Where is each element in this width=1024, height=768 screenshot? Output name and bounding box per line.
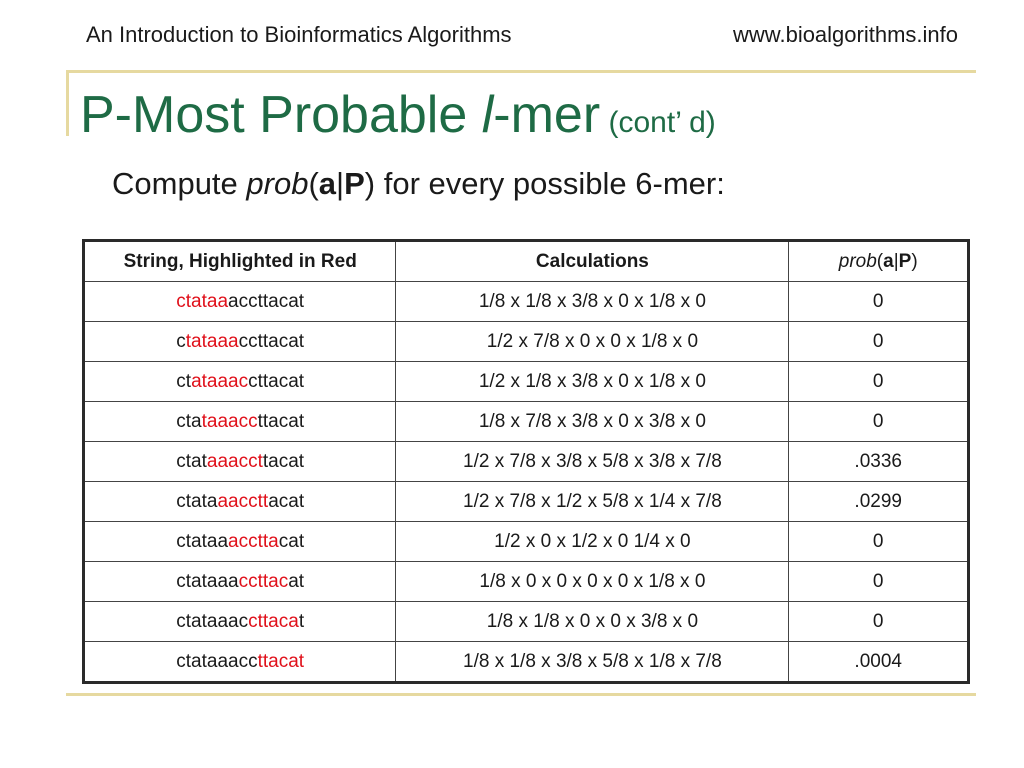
string-post: tacat xyxy=(262,450,305,472)
subtitle-bar: | xyxy=(336,166,345,201)
string-pre: c xyxy=(176,330,186,352)
string-post: ttacat xyxy=(257,410,305,432)
string-highlight: ataaac xyxy=(191,370,249,392)
calc-cell: 1/2 x 7/8 x 3/8 x 5/8 x 3/8 x 7/8 xyxy=(396,442,789,482)
string-post: accttacat xyxy=(228,290,305,312)
calc-cell: 1/2 x 7/8 x 0 x 0 x 1/8 x 0 xyxy=(396,322,789,362)
string-highlight: taaacc xyxy=(201,410,258,432)
prob-cell: 0 xyxy=(789,602,969,642)
calc-cell: 1/2 x 0 x 1/2 x 0 1/4 x 0 xyxy=(396,522,789,562)
header-prob-bar: | xyxy=(893,250,899,272)
website-url: www.bioalgorithms.info xyxy=(733,22,958,47)
prob-cell: .0004 xyxy=(789,642,969,683)
calc-cell: 1/8 x 0 x 0 x 0 x 0 x 1/8 x 0 xyxy=(396,562,789,602)
string-post: cat xyxy=(278,530,305,552)
string-pre: ctata xyxy=(176,490,218,512)
header-prob-a: a xyxy=(883,250,894,272)
prob-cell: 0 xyxy=(789,402,969,442)
header-calculations: Calculations xyxy=(396,241,789,282)
prob-cell: 0 xyxy=(789,282,969,322)
table-row xyxy=(84,482,969,522)
string-pre: cta xyxy=(176,410,202,432)
table-row xyxy=(84,322,969,362)
string-post: cttacat xyxy=(248,370,305,392)
header-prob-P: P xyxy=(898,250,912,272)
header-prob-open: ( xyxy=(876,250,884,272)
table-row xyxy=(84,282,969,322)
calc-cell: 1/8 x 7/8 x 3/8 x 0 x 3/8 x 0 xyxy=(396,402,789,442)
string-cell xyxy=(84,602,396,642)
subtitle-prob: prob xyxy=(246,166,309,201)
string-pre: ctat xyxy=(176,450,207,472)
table-row xyxy=(84,602,969,642)
subtitle-a: a xyxy=(318,166,337,201)
title-main: P-Most Probable xyxy=(80,86,482,144)
string-highlight: acctta xyxy=(228,530,279,552)
string-highlight: aacctt xyxy=(217,490,269,512)
string-cell xyxy=(84,482,396,522)
subtitle-prefix: Compute xyxy=(112,166,247,201)
string-post: t xyxy=(298,610,305,632)
string-highlight: ccttac xyxy=(238,570,289,592)
string-highlight: aaacct xyxy=(206,450,263,472)
table-header-row xyxy=(84,241,969,282)
table-row xyxy=(84,522,969,562)
string-highlight: tataaa xyxy=(185,330,239,352)
header-prob xyxy=(789,241,969,282)
string-post: acat xyxy=(268,490,305,512)
subtitle xyxy=(112,166,725,202)
string-pre: ctataa xyxy=(176,530,229,552)
string-pre: ctataaa xyxy=(176,570,239,592)
page-title xyxy=(80,84,716,154)
string-pre: ctataaacc xyxy=(176,650,258,672)
string-post: at xyxy=(288,570,305,592)
string-cell xyxy=(84,362,396,402)
subtitle-open: ( xyxy=(308,166,319,201)
calc-cell: 1/8 x 1/8 x 3/8 x 5/8 x 1/8 x 7/8 xyxy=(396,642,789,683)
string-cell xyxy=(84,282,396,322)
prob-cell: .0336 xyxy=(789,442,969,482)
top-divider xyxy=(66,70,976,73)
table-row xyxy=(84,402,969,442)
string-highlight: ttacat xyxy=(257,650,305,672)
prob-cell: 0 xyxy=(789,562,969,602)
string-post: ccttacat xyxy=(238,330,305,352)
title-mer: -mer xyxy=(493,86,601,144)
string-cell xyxy=(84,642,396,683)
string-pre: ct xyxy=(176,370,192,392)
calc-cell: 1/8 x 1/8 x 0 x 0 x 3/8 x 0 xyxy=(396,602,789,642)
string-cell xyxy=(84,442,396,482)
title-l: l xyxy=(481,86,494,144)
string-cell xyxy=(84,402,396,442)
subtitle-P: P xyxy=(344,166,365,201)
calc-cell: 1/8 x 1/8 x 3/8 x 0 x 1/8 x 0 xyxy=(396,282,789,322)
string-pre: ctataaac xyxy=(176,610,249,632)
calc-cell: 1/2 x 7/8 x 1/2 x 5/8 x 1/4 x 7/8 xyxy=(396,482,789,522)
header-prob-italic: prob xyxy=(838,250,877,272)
header-string: String, Highlighted in Red xyxy=(84,241,396,282)
table-row xyxy=(84,442,969,482)
probability-table xyxy=(82,239,970,684)
header-prob-close: ) xyxy=(911,250,918,272)
bottom-divider xyxy=(66,693,976,696)
calc-cell: 1/2 x 1/8 x 3/8 x 0 x 1/8 x 0 xyxy=(396,362,789,402)
table-row xyxy=(84,562,969,602)
prob-cell: 0 xyxy=(789,522,969,562)
course-title: An Introduction to Bioinformatics Algorithms xyxy=(86,22,512,47)
left-accent-bar xyxy=(66,70,69,136)
table-row xyxy=(84,642,969,683)
prob-cell: 0 xyxy=(789,322,969,362)
prob-cell: .0299 xyxy=(789,482,969,522)
subtitle-suffix: ) for every possible 6-mer: xyxy=(364,166,725,201)
string-cell xyxy=(84,322,396,362)
string-cell xyxy=(84,522,396,562)
title-cont: (cont’ d) xyxy=(600,106,716,139)
prob-cell: 0 xyxy=(789,362,969,402)
string-cell xyxy=(84,562,396,602)
table-row xyxy=(84,362,969,402)
string-highlight: cttaca xyxy=(248,610,299,632)
string-highlight: ctataa xyxy=(176,290,229,312)
